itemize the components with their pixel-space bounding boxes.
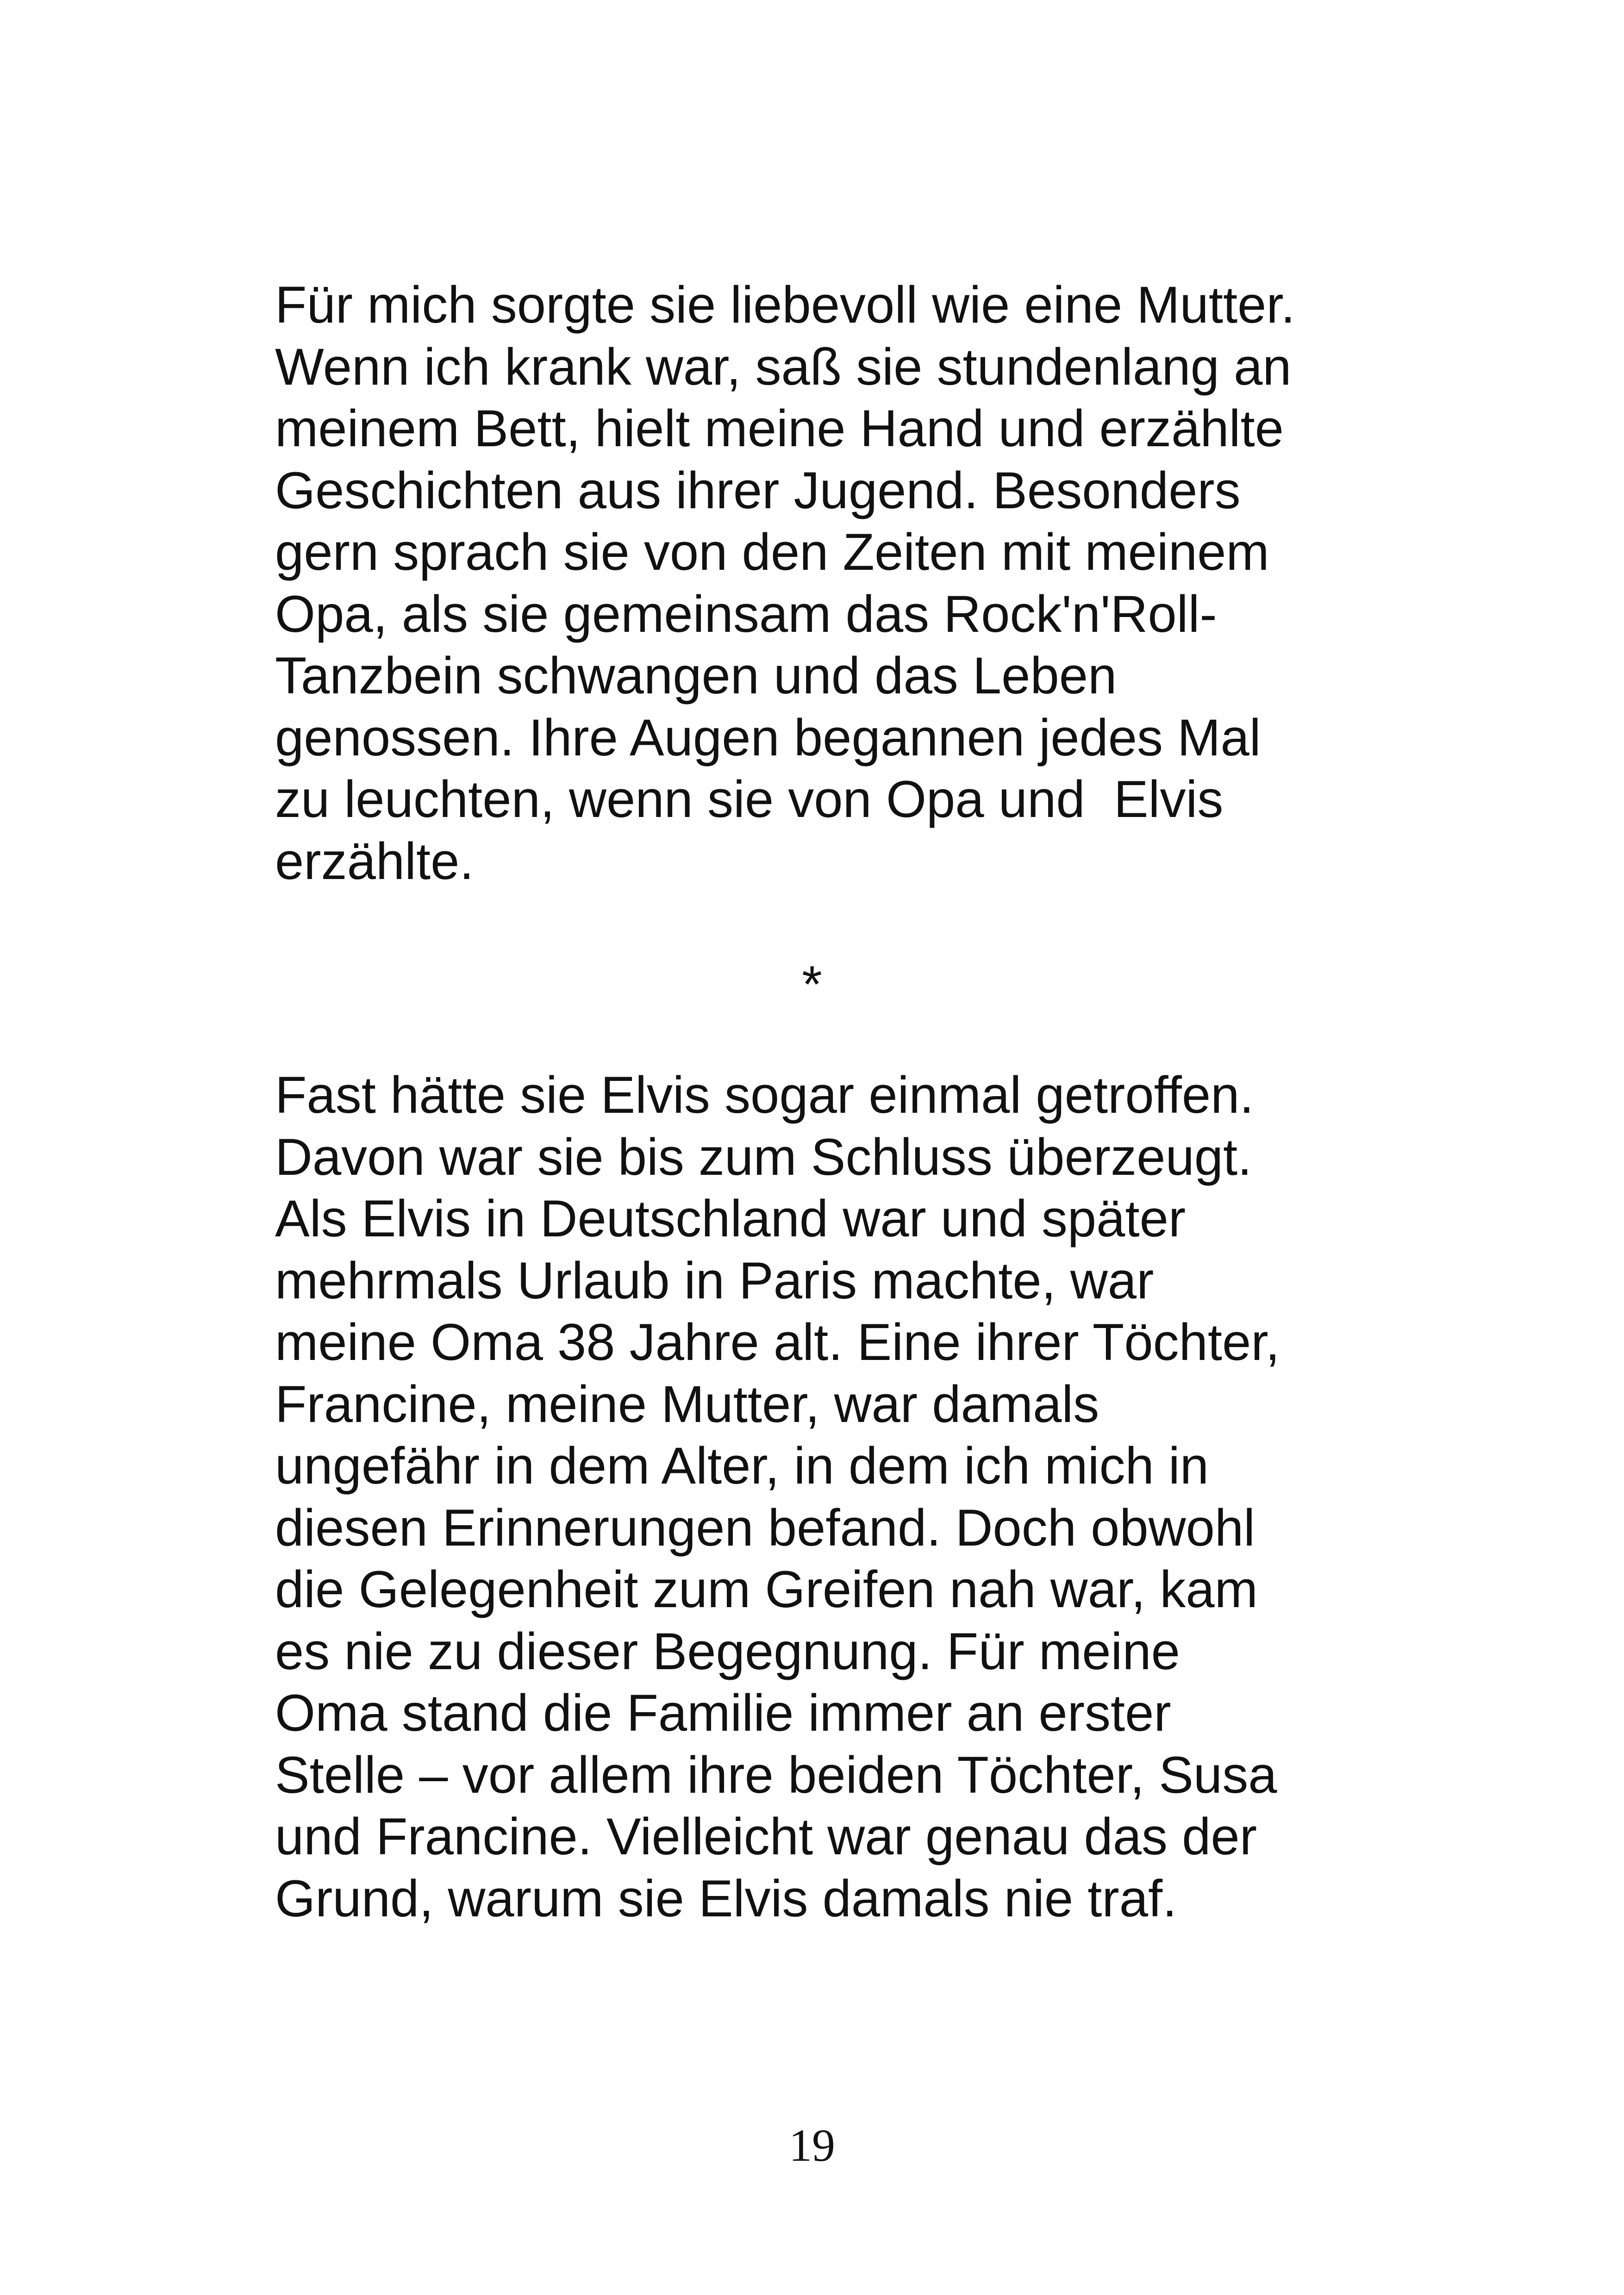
- text-line: Als Elvis in Deutschland war und später: [275, 1190, 1186, 1247]
- text-line: mehrmals Urlaub in Paris machte, war: [275, 1251, 1154, 1310]
- text-line: Stelle – vor allem ihre beiden Töchter, Susa: [275, 1746, 1277, 1804]
- text-line: Für mich sorgte sie liebevoll wie eine Mutter.: [275, 276, 1295, 334]
- text-line: und Francine. Vielleicht war genau das der: [275, 1808, 1257, 1865]
- paragraph-2: [275, 1064, 1386, 1929]
- text-line: meine Oma 38 Jahre alt. Eine ihrer Töchter,: [275, 1313, 1280, 1371]
- text-line: Oma stand die Familie immer an erster: [275, 1684, 1171, 1742]
- paragraph-1: [275, 274, 1386, 892]
- text-line: es nie zu dieser Begegnung. Für meine: [275, 1622, 1180, 1680]
- text-line: erzählte.: [275, 832, 474, 890]
- text-line: ungefähr in dem Alter, in dem ich mich in: [275, 1437, 1209, 1495]
- text-line: Wenn ich krank war, saß sie stundenlang an: [275, 337, 1292, 396]
- page-number: 19: [789, 2120, 835, 2171]
- text-line: Geschichten aus ihrer Jugend. Besonders: [275, 461, 1241, 519]
- text-line: diesen Erinnerungen befand. Doch obwohl: [275, 1498, 1255, 1557]
- section-separator: *: [802, 955, 822, 1013]
- text-line: genossen. Ihre Augen begannen jedes Mal: [275, 708, 1261, 767]
- text-line: die Gelegenheit zum Greifen nah war, kam: [275, 1560, 1258, 1618]
- text-line: meinem Bett, hielt meine Hand und erzählte: [275, 399, 1284, 457]
- text-line: gern sprach sie von den Zeiten mit meinem: [275, 523, 1269, 581]
- text-line: Grund, warum sie Elvis damals nie traf.: [275, 1869, 1177, 1927]
- text-line: Fast hätte sie Elvis sogar einmal getroffen.: [275, 1066, 1254, 1124]
- text-line: Davon war sie bis zum Schluss überzeugt.: [275, 1128, 1252, 1186]
- text-line: Tanzbein schwangen und das Leben: [275, 647, 1117, 705]
- text-line: Francine, meine Mutter, war damals: [275, 1375, 1099, 1433]
- text-line: zu leuchten, wenn sie von Opa und Elvis: [275, 770, 1224, 828]
- text-line: Opa, als sie gemeinsam das Rock'n'Roll-: [275, 585, 1217, 643]
